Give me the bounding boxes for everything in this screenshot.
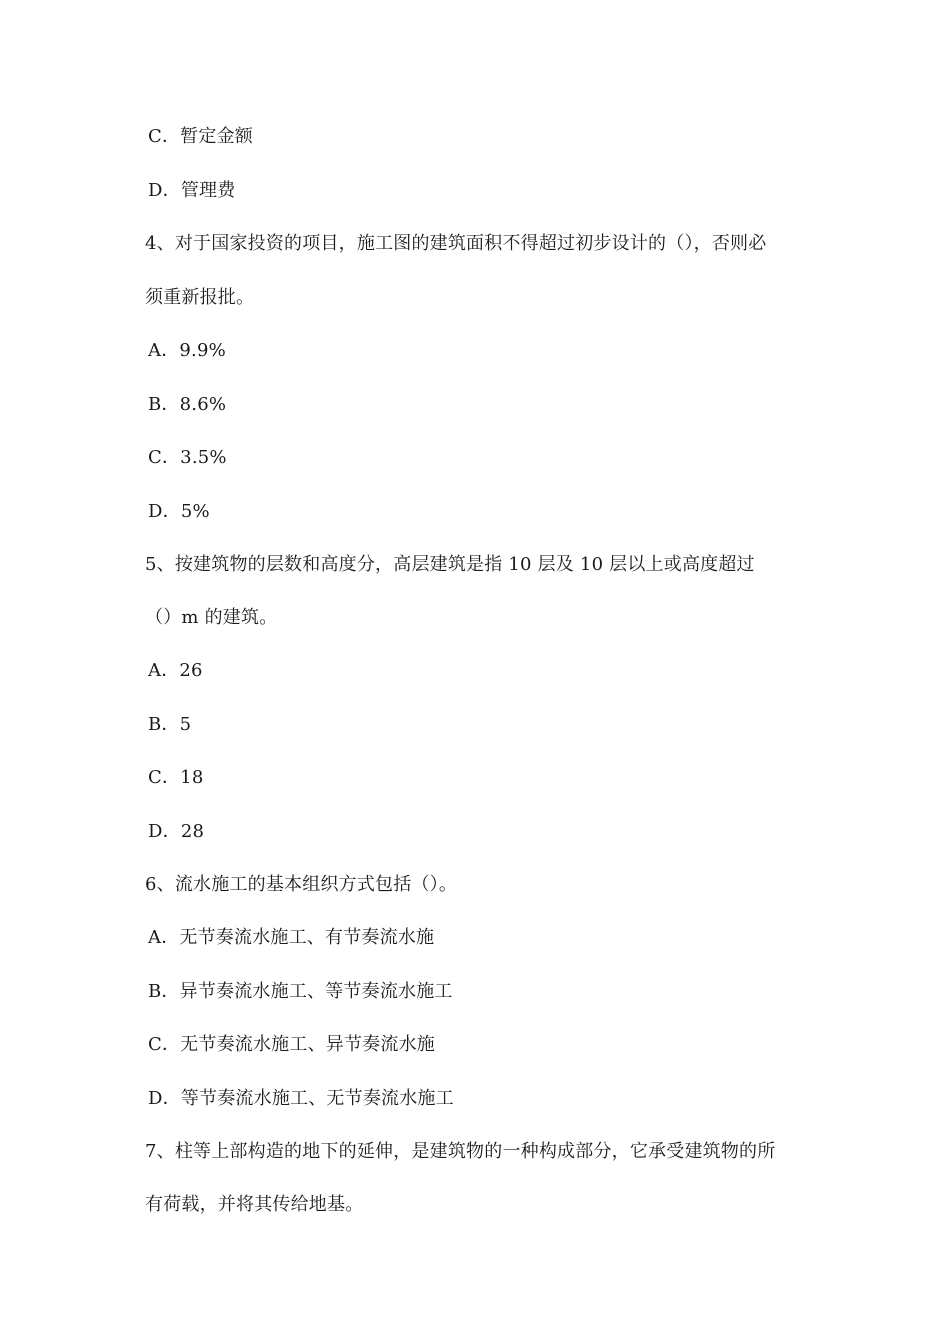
option-b-q5: B．5	[148, 714, 192, 735]
question-4-line-2: 须重新报批。	[145, 287, 255, 308]
question-5-line-1: 5、按建筑物的层数和高度分，高层建筑是指 10 层及 10 层以上或高度超过	[145, 554, 755, 575]
option-a-q6: A．无节奏流水施工、有节奏流水施	[148, 927, 435, 948]
option-b-q6: B．异节奏流水施工、等节奏流水施工	[148, 981, 453, 1002]
option-c-q3: C．暂定金额	[148, 126, 253, 147]
option-d-q5: D．28	[148, 821, 205, 842]
option-c-q4: C．3.5%	[148, 447, 227, 468]
option-b-q4: B．8.6%	[148, 394, 227, 415]
question-6-line-1: 6、流水施工的基本组织方式包括（）。	[145, 874, 458, 895]
option-d-q6: D．等节奏流水施工、无节奏流水施工	[148, 1088, 454, 1109]
option-c-q6: C．无节奏流水施工、异节奏流水施	[148, 1034, 435, 1055]
question-7-line-1: 7、柱等上部构造的地下的延伸，是建筑物的一种构成部分，它承受建筑物的所	[145, 1141, 776, 1162]
question-4-line-1: 4、对于国家投资的项目，施工图的建筑面积不得超过初步设计的（），否则必	[145, 233, 767, 254]
option-d-q3: D．管理费	[148, 180, 236, 201]
option-a-q5: A．26	[148, 660, 203, 681]
question-5-line-2: （）m 的建筑。	[145, 607, 278, 628]
option-c-q5: C．18	[148, 767, 204, 788]
question-7-line-2: 有荷载，并将其传给地基。	[145, 1194, 364, 1215]
option-d-q4: D．5%	[148, 501, 210, 522]
option-a-q4: A．9.9%	[148, 340, 226, 361]
